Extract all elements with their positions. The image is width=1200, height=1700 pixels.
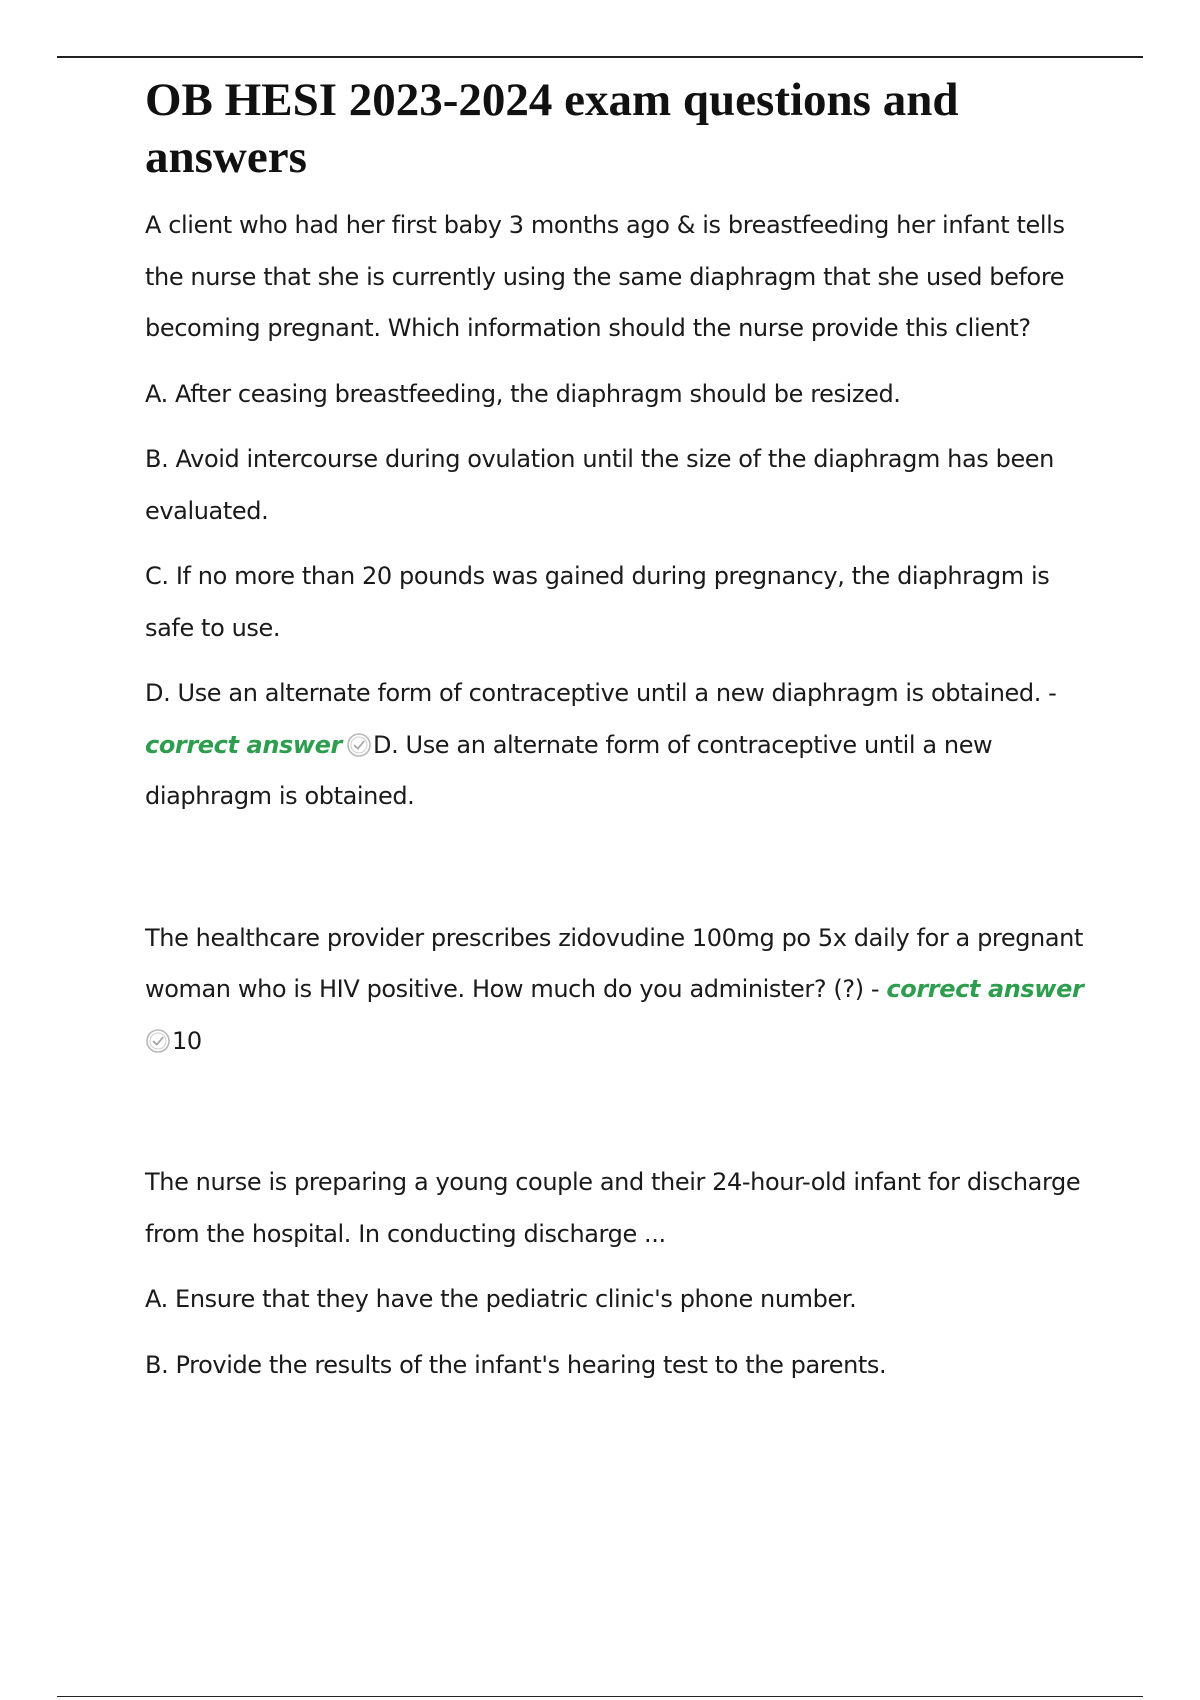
question-2 bbox=[145, 913, 1095, 1068]
answer-text: D. Use an alternate form of contraceptive until a new diaphragm is obtained. bbox=[145, 730, 993, 810]
option-c: C. If no more than 20 pounds was gained during pregnancy, the diaphragm is safe to use. bbox=[145, 562, 1050, 642]
question-stem: The healthcare provider prescribes zidovudine 100mg po 5x daily for a pregnant woman who is HIV positive. How much do you administer? (?) - bbox=[145, 923, 1083, 1003]
question-3 bbox=[145, 1157, 1095, 1391]
question-stem: The nurse is preparing a young couple and their 24-hour-old infant for discharge from the hospital. In conducting discharge ... bbox=[145, 1168, 1081, 1248]
option-d: D. Use an alternate form of contraceptive until a new diaphragm is obtained. - bbox=[145, 679, 1057, 707]
option-d-with-answer bbox=[145, 668, 1095, 823]
option-b: B. Avoid intercourse during ovulation until the size of the diaphragm has been evaluated. bbox=[145, 445, 1054, 525]
answer-text: 10 bbox=[172, 1026, 202, 1055]
correct-answer-label: correct answer bbox=[145, 730, 342, 759]
check-badge-icon bbox=[145, 1021, 171, 1047]
question-stem: A client who had her first baby 3 months ago & is breastfeeding her infant tells the nurse that she is currently using the same diaphragm that she used before becoming pregnant. Which information should the nurse provide this client? bbox=[145, 211, 1065, 342]
option-a: A. Ensure that they have the pediatric clinic's phone number. bbox=[145, 1285, 857, 1313]
bottom-rule bbox=[57, 1696, 1143, 1697]
option-b: B. Provide the results of the infant's hearing test to the parents. bbox=[145, 1350, 887, 1379]
question-1 bbox=[145, 200, 1095, 823]
document-body bbox=[145, 72, 1095, 1405]
spacer bbox=[145, 1081, 1095, 1157]
spacer bbox=[145, 837, 1095, 913]
top-rule bbox=[57, 56, 1143, 58]
question-stem-with-answer bbox=[145, 913, 1095, 1068]
check-badge-icon bbox=[346, 725, 372, 751]
correct-answer-label: correct answer bbox=[886, 975, 1084, 1003]
option-a: A. After ceasing breastfeeding, the diaphragm should be resized. bbox=[145, 379, 901, 408]
document-title: OB HESI 2023-2024 exam questions and answers bbox=[145, 74, 959, 183]
